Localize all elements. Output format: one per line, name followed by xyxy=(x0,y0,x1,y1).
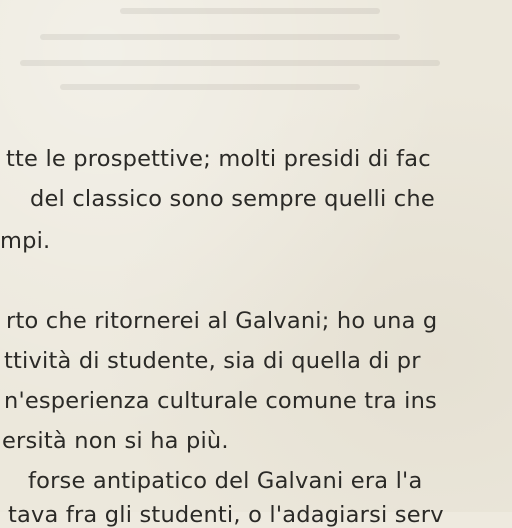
text-line-3: mpi. xyxy=(0,228,51,254)
text-line-5: ttività di studente, sia di quella di pr xyxy=(4,348,421,374)
text-line-8: forse antipatico del Galvani era l'a xyxy=(28,468,423,494)
text-line-6: n'esperienza culturale comune tra ins xyxy=(4,388,437,414)
text-line-9: tava fra gli studenti, o l'adagiarsi serv xyxy=(8,502,444,528)
text-line-4: rto che ritornerei al Galvani; ho una g xyxy=(6,308,438,334)
text-line-7: ersità non si ha più. xyxy=(2,428,229,454)
text-line-1: tte le prospettive; molti presidi di fac xyxy=(6,146,431,172)
show-through-text xyxy=(0,0,512,130)
text-line-2: del classico sono sempre quelli che xyxy=(30,186,435,212)
